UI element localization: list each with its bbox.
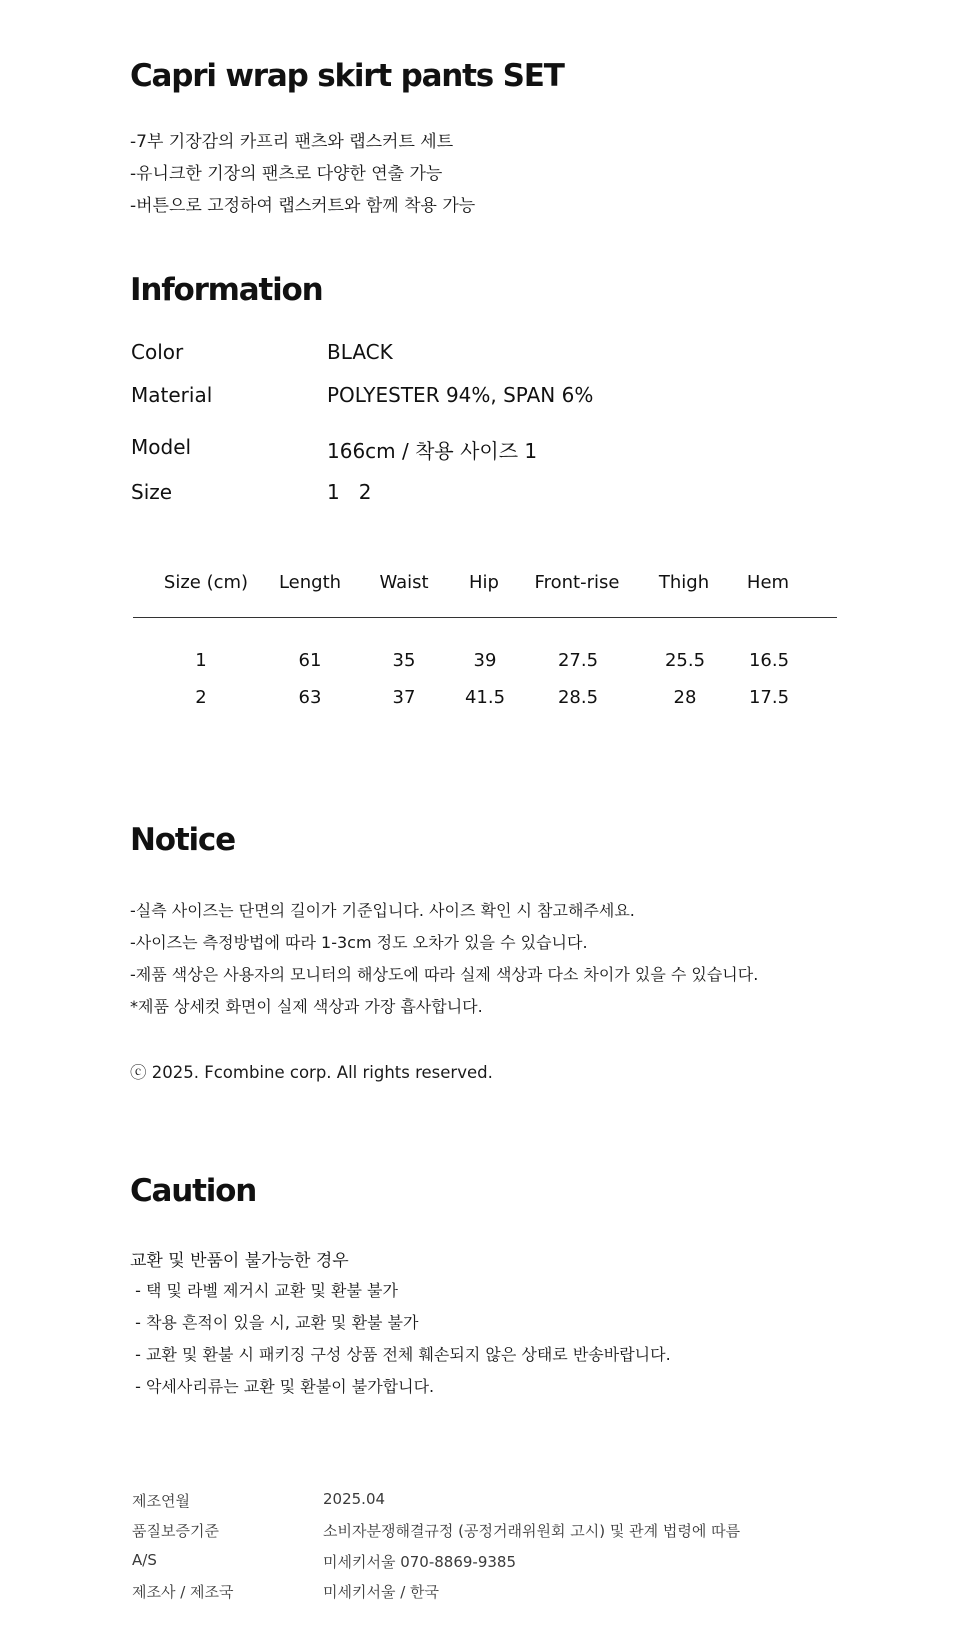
notice-list [130,895,758,1023]
description-line: -유니크한 기장의 팬츠로 다양한 연출 가능 [130,164,443,184]
size-table-header: Thigh [658,572,710,593]
table-cell: 27.5 [557,650,599,671]
table-cell: 35 [392,650,416,671]
info-label-model: Model [131,435,192,459]
meta-value-quality-standard: 소비자분쟁해결규정 (공정거래위원회 고시) 및 관계 법령에 따름 [323,1522,741,1540]
meta-label-quality-standard: 품질보증기준 [132,1522,219,1540]
table-cell: 37 [392,687,416,708]
product-description [130,126,475,222]
info-label-color: Color [131,340,184,364]
table-cell: 28 [673,687,697,708]
table-cell: 16.5 [748,650,790,671]
table-cell: 2 [195,687,207,708]
description-line: -7부 기장감의 카프리 팬츠와 랩스커트 세트 [130,132,454,152]
meta-value-manufacture-date: 2025.04 [323,1490,386,1508]
table-cell: 39 [473,650,497,671]
table-cell: 1 [195,650,207,671]
info-value-material: POLYESTER 94%, SPAN 6% [327,383,594,407]
table-cell: 25.5 [664,650,706,671]
info-label-size: Size [131,480,173,504]
info-value-color: BLACK [327,340,393,364]
size-table-header: Length [278,572,342,593]
table-cell: 17.5 [748,687,790,708]
size-table-header: Size (cm) [163,572,249,593]
notice-line: -사이즈는 측정방법에 따라 1-3cm 정도 오차가 있을 수 있습니다. [130,933,588,952]
size-table-header: Hem [746,572,790,593]
meta-label-manufacture-date: 제조연월 [132,1492,190,1510]
meta-value-as: 미세키서울 070-8869-9385 [323,1553,517,1571]
caution-heading: Caution [130,1173,257,1209]
product-title: Capri wrap skirt pants SET [130,58,564,94]
description-line: -버튼으로 고정하여 랩스커트와 함께 착용 가능 [130,196,476,216]
meta-value-manufacturer-country: 미세키서울 / 한국 [323,1583,440,1601]
caution-line: - 교환 및 환불 시 패키징 구성 상품 전체 훼손되지 않은 상태로 반송바랍니다. [130,1345,671,1364]
caution-list [130,1275,671,1403]
notice-line: -제품 색상은 사용자의 모니터의 해상도에 따라 실제 색상과 다소 차이가 있을 수 있습니다. [130,965,759,984]
info-value-size: 1 2 [327,480,372,504]
caution-line: - 착용 흔적이 있을 시, 교환 및 환불 불가 [130,1313,419,1332]
size-table-header: Waist [379,572,429,593]
meta-label-manufacturer-country: 제조사 / 제조국 [132,1583,234,1601]
meta-label-as: A/S [132,1551,157,1569]
table-cell: 28.5 [557,687,599,708]
caution-line: - 악세사리류는 교환 및 환불이 불가합니다. [130,1377,435,1396]
notice-line: *제품 상세컷 화면이 실제 색상과 가장 흡사합니다. [130,997,483,1016]
notice-line: -실측 사이즈는 단면의 길이가 기준입니다. 사이즈 확인 시 참고해주세요. [130,901,635,920]
table-cell: 61 [298,650,322,671]
notice-heading: Notice [130,822,235,858]
size-table-divider [133,617,837,618]
caution-line: - 택 및 라벨 제거시 교환 및 환불 불가 [130,1281,398,1300]
caution-subheading: 교환 및 반품이 불가능한 경우 [130,1251,349,1271]
information-heading: Information [130,272,323,308]
table-cell: 63 [298,687,322,708]
size-table-header: Hip [469,572,499,593]
table-cell: 41.5 [464,687,506,708]
info-label-material: Material [131,383,213,407]
size-table-header: Front-rise [534,572,620,593]
info-value-model: 166cm / 착용 사이즈 1 [327,439,538,463]
copyright-text: ⓒ 2025. Fcombine corp. All rights reserved. [130,1063,493,1082]
